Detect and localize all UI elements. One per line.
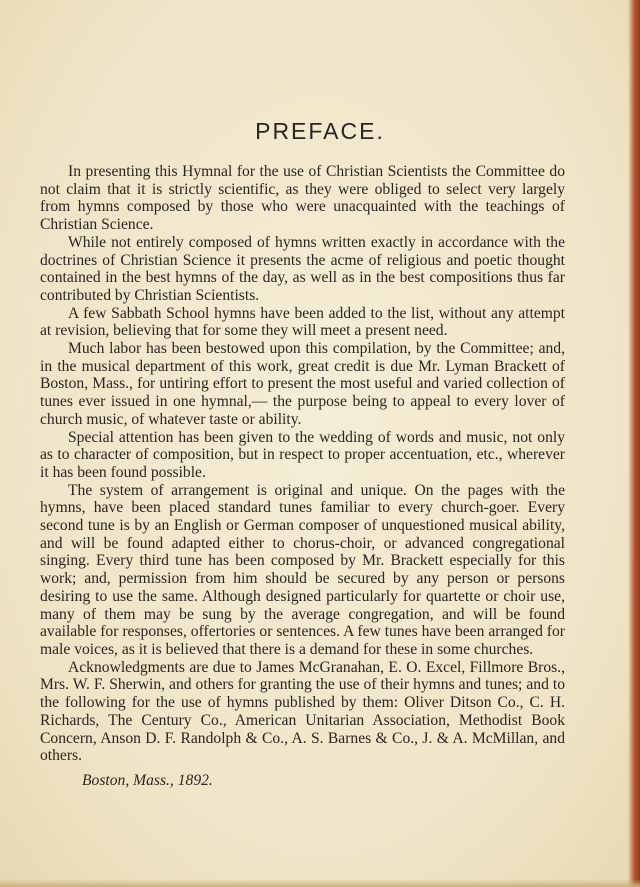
page-title: PREFACE. xyxy=(255,118,385,144)
signature-line: Boston, Mass., 1892. xyxy=(82,772,213,789)
paragraph-6: The system of arrangement is original and unique. On the pages with the hymns, have been placed standard tunes familiar to every church-goer. Every second tune is by an English or German composer of unquestioned musical ability, and will be found adapted either to chorus-choir, or advanced congregational singing. Every third tune has been composed by Mr. Brackett especially for this work; and, permission from him should be secured by any person or persons desiring to use the same. Although designed particularly for quartette or choir use, many of them may be sung by the average congregation, and will be found available for responses, offertories or sentences. A few tunes have been arranged for male voices, as it is believed that there is a demand for these in some churches. xyxy=(40,481,565,658)
page-edge-bottom xyxy=(0,879,640,887)
paragraph-3: A few Sabbath School hymns have been added to the list, without any attempt at revision, believing that for some they will meet a present need. xyxy=(40,304,565,340)
paragraph-7: Acknowledgments are due to James McGranahan, E. O. Excel, Fillmore Bros., Mrs. W. F. Sherwin, and others for granting the use of their hymns and tunes; and to the following for the use of hymns published by them: Oliver Ditson Co., C. H. Richards, The Century Co., American Unitarian Association, Methodist Book Concern, Anson D. F. Randolph & Co., A. S. Barnes & Co., J. & A. McMillan, and others. xyxy=(40,658,565,765)
paragraph-2: While not entirely composed of hymns written exactly in accordance with the doctrines of Christian Science it presents the acme of religious and poetic thought contained in the best hymns of the day, as well as in the best compositions thus far contributed by Christian Scientists. xyxy=(40,233,565,304)
paragraph-5: Special attention has been given to the wedding of words and music, not only as to character of composition, but in respect to proper accentuation, etc., wherever it has been found possible. xyxy=(40,428,565,481)
paragraph-1: In presenting this Hymnal for the use of Christian Scientists the Committee do not claim that it is strictly scientific, as they were obliged to select very largely from hymns composed by those who were unacquainted with the teachings of Christian Science. xyxy=(40,163,565,234)
preface-body xyxy=(40,163,565,765)
paragraph-4: Much labor has been bestowed upon this compilation, by the Committee; and, in the musical department of this work, great credit is due Mr. Lyman Brackett of Boston, Mass., for untiring effort to present the most useful and varied collection of tunes ever issued in one hymnal,— the purpose being to appeal to every lover of church music, of whatever taste or ability. xyxy=(40,340,565,428)
